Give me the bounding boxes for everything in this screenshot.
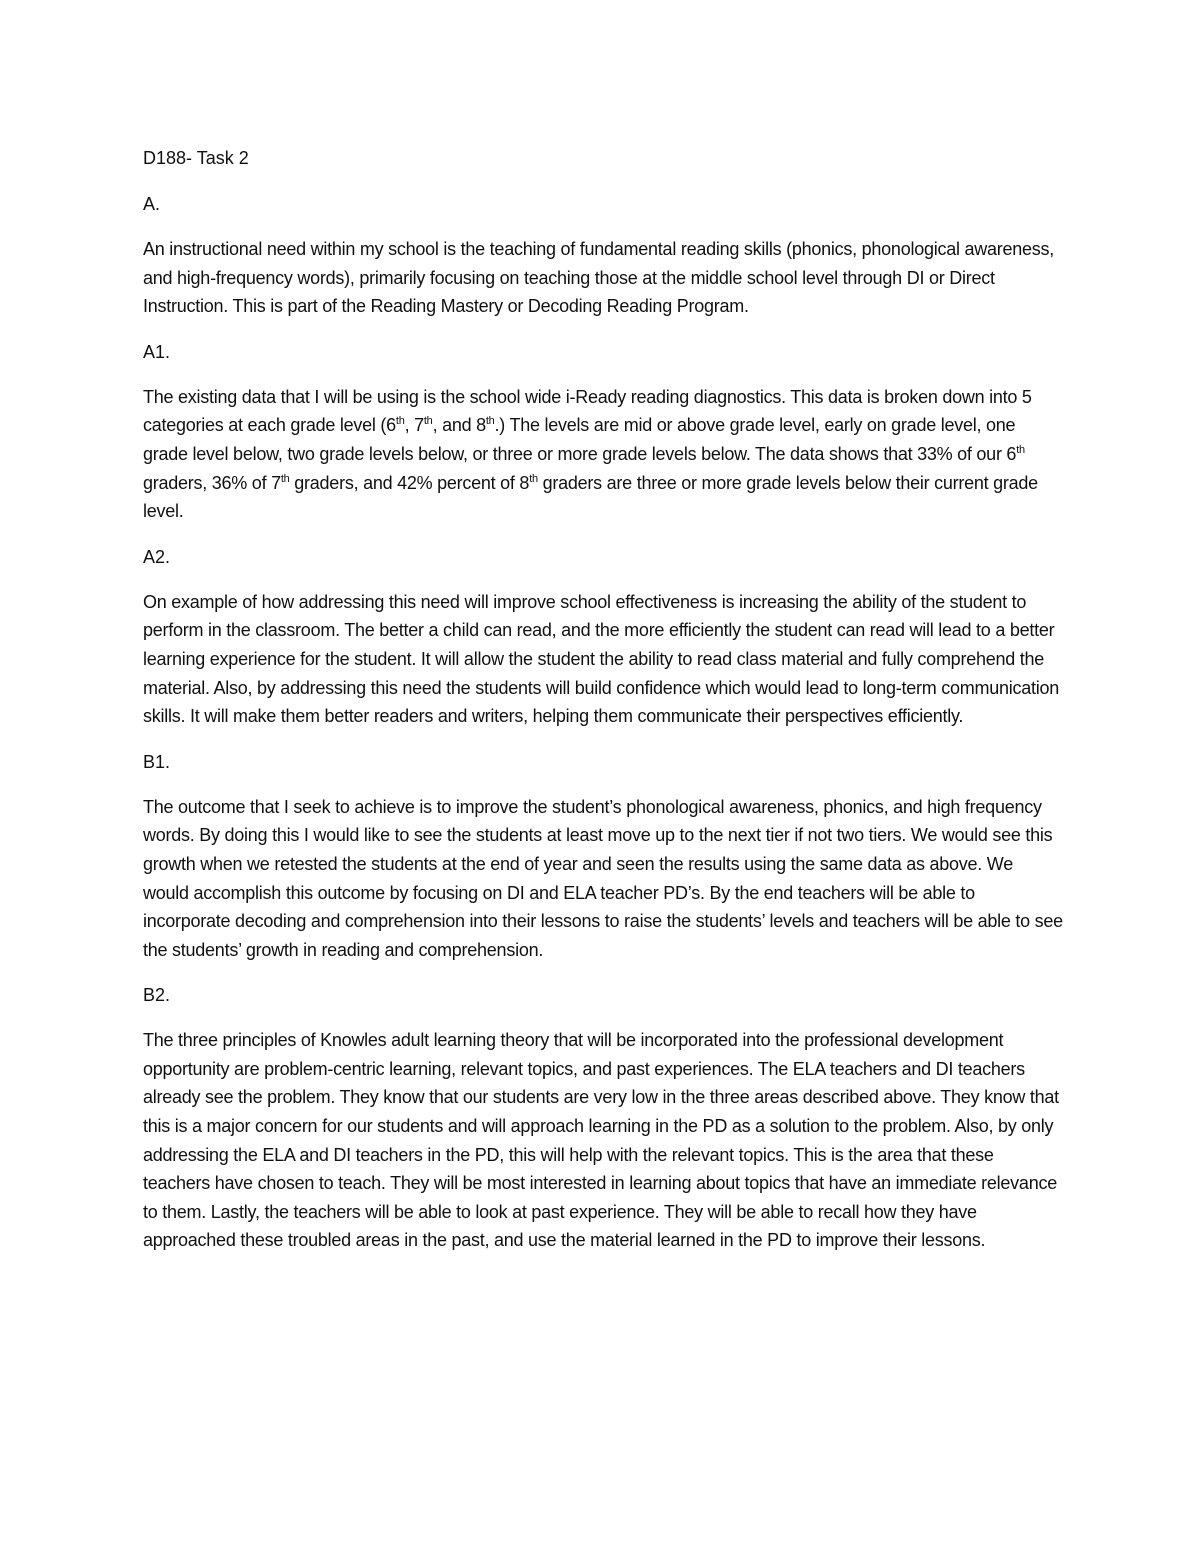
section-body-a2: On example of how addressing this need will improve school effectiveness is increasing the ability of the student to perform in the classroom. The better a child can read, and the more efficiently the student can read will lead to a better learning experience for the student. It will allow the student the ability to read class material and fully comprehend the material. Also, by addressing this need the students will build confidence which would lead to long-term communication skills. It will make them better readers and writers, helping them communicate their perspectives efficiently.: [143, 591, 1060, 727]
a1-text-3: , and 8: [432, 415, 486, 436]
section-body-a1: [143, 383, 1063, 526]
section-heading-a: A.: [143, 194, 161, 214]
section-heading-a1: A1.: [143, 341, 171, 362]
a1-ordinal-6: th: [529, 472, 538, 485]
a1-ordinal-5: th: [280, 472, 290, 485]
document-title: D188- Task 2: [143, 148, 249, 168]
a1-text-1: The existing data that I will be using is the school wide i-Ready reading diagnostics. This data is broken down into 5 categories at each grade level (6: [143, 386, 1032, 436]
a1-text-5: graders, 36% of 7: [143, 472, 281, 493]
section-heading-b1: B1.: [143, 751, 171, 772]
a1-ordinal-4: th: [1016, 443, 1025, 456]
section-body-b2: The three principles of Knowles adult learning theory that will be incorporated into the professional development opportunity are problem-centric learning, relevant topics, and past experiences. The ELA teachers and DI teachers already see the problem. They know that our students are very low in the three areas described above. They know that this is a major concern for our students and will approach learning in the PD as a solution to the problem. Also, by only addressing the ELA and DI teachers in the PD, this will help with the relevant topics. This is the area that these teachers have chosen to teach. They will be most interested in learning about topics that have an immediate relevance to them. Lastly, the teachers will be able to look at past experience. They will be able to recall how they have approached these troubled areas in the past, and use the material learned in the PD to improve their lessons.: [143, 1030, 1059, 1251]
section-heading-a2: A2.: [143, 546, 171, 567]
a1-text-4: .) The levels are mid or above grade level, early on grade level, one grade level below, two grade levels below, or three or more grade levels below. The data shows that 33% of our 6: [143, 415, 1017, 464]
a1-text-6: graders, and 42% percent of 8: [289, 472, 530, 493]
a1-ordinal-3: th: [485, 415, 495, 428]
section-body-a: An instructional need within my school is the teaching of fundamental reading skills (phonics, phonological awareness, and high-frequency words), primarily focusing on teaching those at the middle school level through DI or Direct Instruction. This is part of the Reading Mastery or Decoding Reading Program.: [143, 239, 1055, 317]
a1-text-2: , 7: [404, 415, 424, 436]
a1-ordinal-1: th: [395, 415, 405, 428]
document-page: [143, 143, 1063, 1271]
a1-ordinal-2: th: [423, 415, 433, 428]
section-body-b1: The outcome that I seek to achieve is to improve the student’s phonological awareness, phonics, and high frequency words. By doing this I would like to see the students at least move up to the next tier if not two tiers. We would see this growth when we retested the students at the end of year and seen the results using the same data as above. We would accomplish this outcome by focusing on DI and ELA teacher PD’s. By the end teachers will be able to incorporate decoding and comprehension into their lessons to raise the students’ levels and teachers will be able to see the students’ growth in reading and comprehension.: [143, 796, 1063, 960]
section-heading-b2: B2.: [143, 985, 171, 1006]
a1-text-7: graders are three or more grade levels below their current grade level.: [143, 472, 1038, 522]
